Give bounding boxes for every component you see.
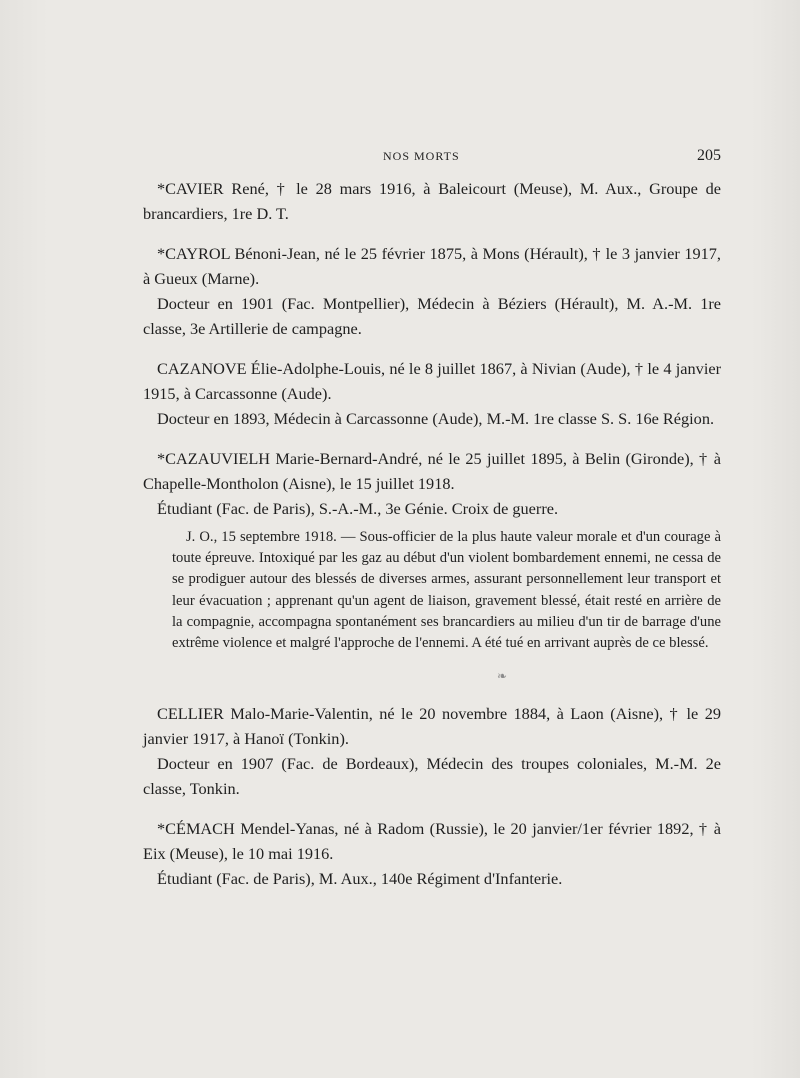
running-title: NOS MORTS [383,149,460,163]
obituary-list [143,176,721,906]
ink-mark-icon: ❧ [496,669,508,684]
entry-cazauvielh [143,446,721,686]
entry-cavier [143,176,721,226]
entry-cellier [143,701,721,801]
entry-citation: J. O., 15 septembre 1918. — Sous-officier de la plus haute valeur morale et d'un courage à toute épreuve. Intoxiqué par les gaz au début d'un violent bombardement ennemi, ne cessa de se prodiguer autour des blessés de diverses armes, assurant personnellement leur transport et leur évacuation ; apprenant qu'un agent de liaison, gravement blessé, était resté en arrière de la compagnie, accompagna spontanément ses brancardiers au milieu d'un tir de barrage d'une extrême violence et malgré l'approche de l'ennemi. A été tué en arrivant auprès de ce blessé. [172,529,721,652]
entry-cemach [143,816,721,891]
entry-heading: CAZANOVE Élie-Adolphe-Louis, né le 8 juillet 1867, à Nivian (Aude), † le 4 janvier 1915, à Carcassonne (Aude). [143,359,721,403]
entry-heading: CELLIER Malo-Marie-Valentin, né le 20 novembre 1884, à Laon (Aisne), † le 29 janvier 1917, à Hanoï (Tonkin). [143,704,721,749]
entry-heading: *CAZAUVIELH Marie-Bernard-André, né le 25 juillet 1895, à Belin (Gironde), † à Chapelle-Montholon (Aisne), le 15 juillet 1918. [143,449,721,493]
entry-career: Étudiant (Fac. de Paris), M. Aux., 140e Régiment d'Infanterie. [157,869,563,889]
entry-cazanove [143,356,721,431]
entry-heading: *CÉMACH Mendel-Yanas, né à Radom (Russie), le 20 janvier/1er février 1892, † à Eix (Meuse), le 10 mai 1916. [143,819,721,864]
page-number: 205 [697,147,721,164]
entry-career: Étudiant (Fac. de Paris), S.-A.-M., 3e Génie. Croix de guerre. [157,499,559,518]
entry-heading: *CAVIER René, † le 28 mars 1916, à Baleicourt (Meuse), M. Aux., Groupe de brancardiers, 1re D. T. [143,179,721,223]
entry-cayrol [143,241,721,341]
entry-career: Docteur en 1901 (Fac. Montpellier), Médecin à Béziers (Hérault), M. A.-M. 1re classe, 3e Artillerie de campagne. [143,294,721,338]
running-header [143,147,721,169]
entry-career: Docteur en 1907 (Fac. de Bordeaux), Médecin des troupes coloniales, M.-M. 2e classe, Tonkin. [143,754,721,799]
entry-career: Docteur en 1893, Médecin à Carcassonne (Aude), M.-M. 1re classe S. S. 16e Région. [157,409,715,428]
entry-heading: *CAYROL Bénoni-Jean, né le 25 février 1875, à Mons (Hérault), † le 3 janvier 1917, à Gueux (Marne). [143,244,721,288]
